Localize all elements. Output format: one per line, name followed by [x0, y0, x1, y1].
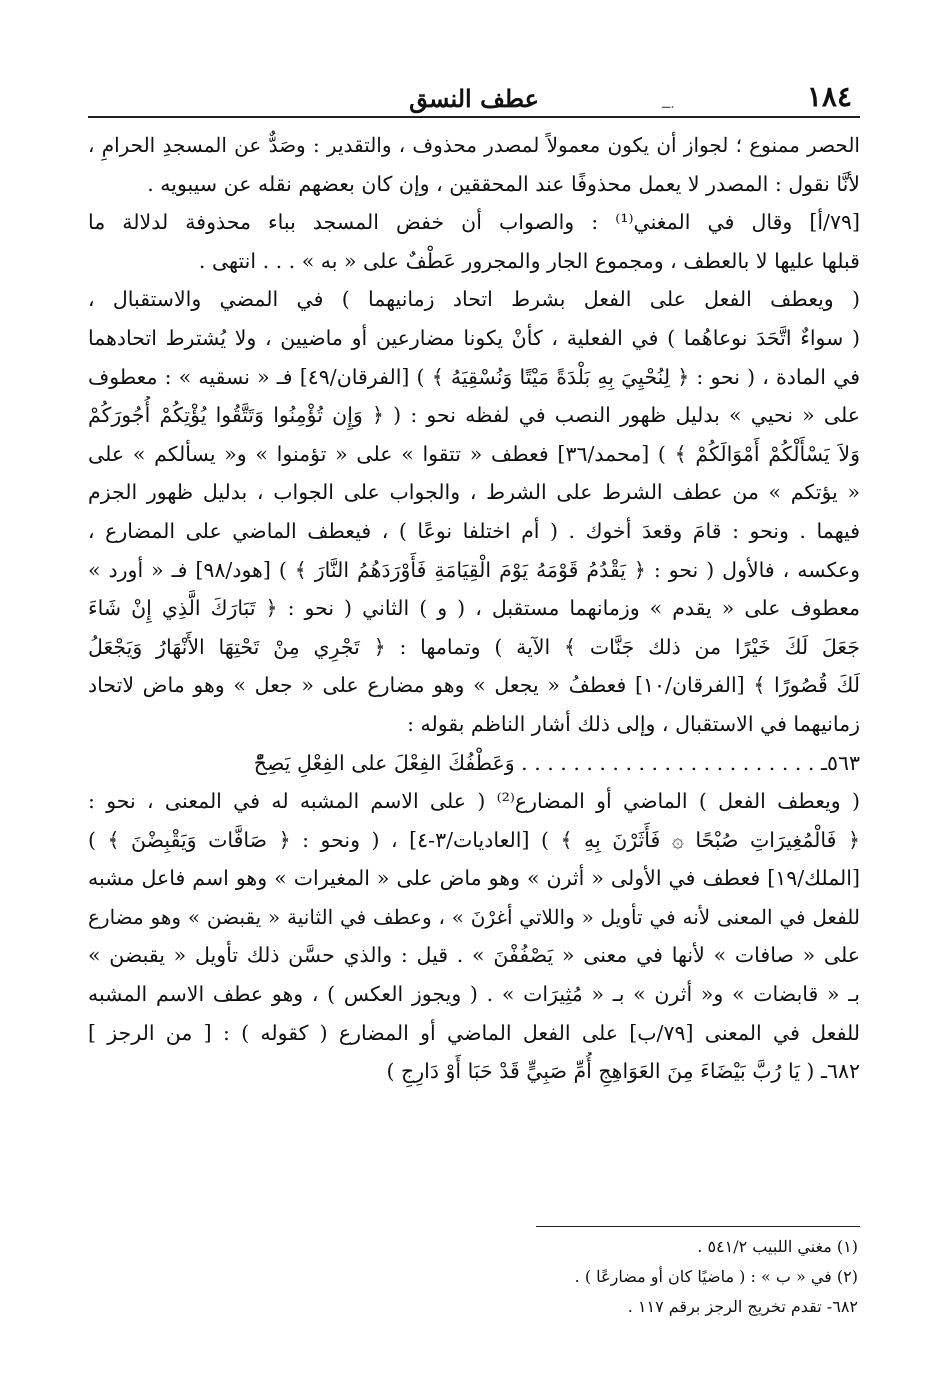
- footnotes: [86, 1232, 858, 1322]
- text-line: [٧٩/أ] وقال في المغني⁽¹⁾ : والصواب أن خفض المسجد بباء محذوفة لدلالة ما: [88, 210, 860, 235]
- text-line: بـ « قابضات » و« أثرن » بـ « مُثِيرَات » . ( ويجوز العكس ) ، وهو عطف الاسم المشبه: [88, 982, 860, 1007]
- header-mark: ــ.: [662, 96, 675, 112]
- text-line: في المادة ، ( نحو : ﴿ لِنُحْيِيَ بِهِ بَلْدَةً مَيْتًا وَنُسْقِيَهُ ﴾ ) [الفرقان/٤٩] فـ « نسقيه » : معطوف: [88, 364, 860, 389]
- verse-line: ٦٨٢ـ ( يَا رُبَّ بَيْضَاءَ مِنَ العَوَاهِجِ أُمِّ صَبِيٍّ قَدْ حَبَا أَوْ دَارِجِ ): [386, 1059, 860, 1084]
- text-line: على « نحيي » بدليل ظهور النصب في لفظه نحو : ( ﴿ وَإِن تُؤْمِنُوا وَتَتَّقُوا يُؤْتِكُمْ أُجُورَكُمْ: [88, 403, 860, 428]
- text-line: ( ويعطف الفعل ) الماضي أو المضارع⁽²⁾ ( على الاسم المشبه له في المعنى ، نحو :: [88, 789, 860, 814]
- text-line: ( سواءٌ اتَّحَدَ نوعاهُما ) في الفعلية ، كأنْ يكونا مضارعين أو ماضيين ، ولا يُشترط اتحادهما: [88, 325, 860, 350]
- running-title: عطف النسق: [409, 84, 539, 113]
- page-number: ١٨٤: [806, 80, 852, 113]
- text-line: زمانيهما في الاستقبال ، وإلى ذلك أشار الناظم بقوله :: [407, 711, 860, 736]
- text-line: لَكَ قُصُورًا ﴾ [الفرقان/١٠] فعطفُ « يجعل » وهو مضارع على « جعل » وهو ماض لاتحاد: [88, 673, 860, 698]
- text-line: جَعَلَ لَكَ خَيْرًا من ذلك جَنَّات ﴾ الآية ) وتمامها : ﴿ تَجْرِي مِنْ تَحْتِهَا الأَنْهَارُ وَيَجْعَلُ: [88, 634, 860, 659]
- footnote: (٢) في « ب » : ( ماضيًا كان أو مضارعًا ) .: [574, 1267, 858, 1286]
- verse-line: ٥٦٣ـ . . . . . . . . . . . . . . . . . . . . . . . وَعَطْفُكَ الفِعْلَ على الفِعْلِ يَصِحّْ: [253, 750, 860, 775]
- text-line: فيهما . ونحو : قامَ وقعدَ أخوك . ( أم اختلفا نوعًا ) ، فيعطف الماضي على المضارع ،: [88, 518, 860, 543]
- text-line: للفعل في المعنى [٧٩/ب] على الفعل الماضي أو المضارع ( كقوله ) : [ من الرجز ]: [88, 1020, 860, 1045]
- footnote: ٦٨٢- تقدم تخريج الرجز برقم ١١٧ .: [627, 1297, 858, 1316]
- text-line: قبلها عليها لا بالعطف ، ومجموع الجار والمجرور عَطْفٌ على « به » . . . انتهى .: [198, 248, 860, 273]
- text-line: على « صافات » لأنها في معنى « يَصْفُفْنَ » . قيل : والذي حسَّن ذلك تأويل « يقبضن »: [88, 943, 860, 968]
- footnote: (١) مغني اللبيب ٥٤١/٢ .: [697, 1237, 858, 1256]
- footnote-separator: [536, 1226, 860, 1227]
- text-line: وَلاَ يَسْأَلْكُمْ أَمْوَالَكُمْ ﴾ ) [محمد/٣٦] فعطف « تتقوا » على « تؤمنوا » و« يسألكم » على: [88, 441, 860, 466]
- text-line: « يؤتكم » من عطف الشرط على الشرط ، والجواب على الجواب ، بدليل ظهور الجزم: [88, 480, 860, 505]
- page-header: [88, 80, 860, 118]
- text-line: [الملك/١٩] فعطف في الأولى « أثرن » وهو ماض على « المغيرات » وهو اسم فاعل مشبه: [88, 866, 860, 891]
- text-line: ﴿ فَالْمُغِيرَاتِ صُبْحًا ۞ فَأَثَرْنَ بِهِ ﴾ ) [العاديات/٣-٤] ، ( ونحو : ﴿ صَافَّات وَيَقْبِضْنَ ﴾ ): [88, 827, 860, 852]
- main-text: [88, 126, 860, 1091]
- text-line: الحصر ممنوع ؛ لجواز أن يكون معمولاً لمصدر محذوف ، والتقدير : وصَدٌّ عن المسجدِ الحرامِ ،: [88, 133, 860, 157]
- text-line: لأنَّا نقول : المصدر لا يعمل محذوفًا عند المحققين ، وإن كان بعضهم نقله عن سيبويه .: [147, 171, 860, 196]
- text-line: وعكسه ، فالأول ( نحو : ﴿ يَقْدُمُ قَوْمَهُ يَوْمَ الْقِيَامَةِ فَأَوْرَدَهُمُ النَّارَ ﴾ ) [هود/٩٨] فـ « أورد »: [88, 557, 860, 582]
- text-line: للفعل في المعنى لأنه في تأويل « واللاتي أغرْنَ » ، وعطف في الثانية « يقبضن » وهو مضارع: [88, 904, 860, 929]
- text-line: معطوف على « يقدم » وزمانهما مستقبل ، ( و ) الثاني ( نحو : ﴿ تَبَارَكَ الَّذِي إِنْ شَاءَ: [88, 596, 860, 621]
- text-line: ( ويعطف الفعل على الفعل بشرط اتحاد زمانيهما ) في المضي والاستقبال ،: [88, 287, 860, 312]
